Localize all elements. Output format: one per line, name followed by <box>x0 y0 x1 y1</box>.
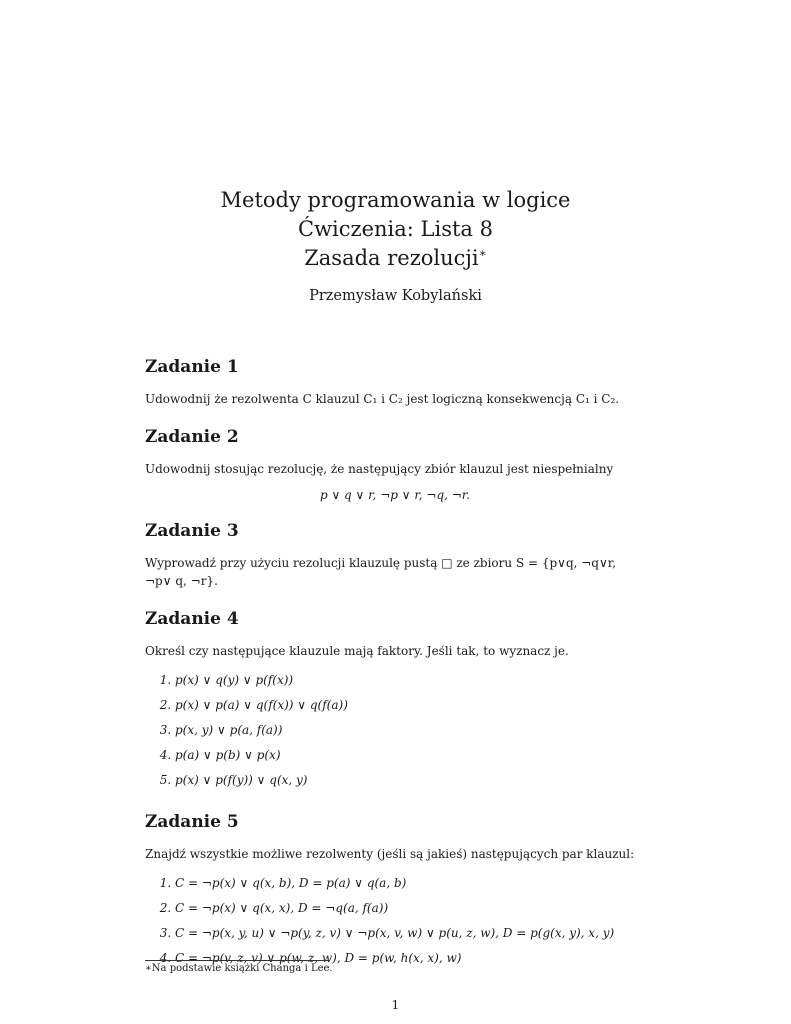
task-heading: Zadanie 3 <box>145 521 239 541</box>
title-line-3-text: Zasada rezolucji <box>304 246 479 270</box>
task-1 <box>145 356 645 408</box>
task-4 <box>145 608 645 793</box>
display-formula: p ∨ q ∨ r, ¬p ∨ r, ¬q, ¬r. <box>319 488 471 502</box>
list-item: 4. C = ¬p(v, z, v) ∨ p(w, z, w), D = p(w, h(x, x), w) <box>175 946 645 971</box>
task-text: Wyprowadź przy użyciu rezolucji klauzulę pustą □ ze zbioru S = {p∨q, ¬q∨r, ¬p∨ q, ¬r}. <box>145 556 617 588</box>
footnote-mark: ∗ <box>478 246 487 260</box>
task-text: Określ czy następujące klauzule mają faktory. Jeśli tak, to wyznacz je. <box>145 644 569 658</box>
task-text: Udowodnij że rezolwenta C klauzul C₁ i C₂ jest logiczną konsekwencją C₁ i C₂. <box>145 392 620 406</box>
title-line-3 <box>0 244 791 273</box>
list-item: 1. C = ¬p(x) ∨ q(x, b), D = p(a) ∨ q(a, b) <box>175 871 645 896</box>
task-heading: Zadanie 2 <box>145 427 239 447</box>
list-item: 1. p(x) ∨ q(y) ∨ p(f(x)) <box>175 668 645 693</box>
task-text: Udowodnij stosując rezolucję, że następujący zbiór klauzul jest niespełnialny <box>145 462 614 476</box>
list-item: 5. p(x) ∨ p(f(y)) ∨ q(x, y) <box>175 768 645 793</box>
task-text: Znajdź wszystkie możliwe rezolwenty (jeśli są jakieś) następujących par klauzul: <box>145 847 635 861</box>
task-5 <box>145 811 645 971</box>
task-heading: Zadanie 5 <box>145 812 239 832</box>
list-item: 3. C = ¬p(x, y, u) ∨ ¬p(y, z, v) ∨ ¬p(x, v, w) ∨ p(u, z, w), D = p(g(x, y), x, y) <box>175 921 645 946</box>
author: Przemysław Kobylański <box>309 288 482 304</box>
title-block <box>0 186 791 273</box>
task-3 <box>145 520 645 590</box>
content <box>145 356 645 989</box>
list-item: 2. C = ¬p(x) ∨ q(x, x), D = ¬q(a, f(a)) <box>175 896 645 921</box>
footnote-divider <box>145 960 330 961</box>
clause-pair-list <box>145 871 645 971</box>
page-number: 1 <box>391 998 400 1012</box>
title-line-1: Metody programowania w logice <box>220 188 571 212</box>
task-heading: Zadanie 4 <box>145 609 239 629</box>
task-2 <box>145 426 645 502</box>
title-line-2: Ćwiczenia: Lista 8 <box>298 217 493 241</box>
list-item: 4. p(a) ∨ p(b) ∨ p(x) <box>175 743 645 768</box>
clause-list <box>145 668 645 793</box>
task-heading: Zadanie 1 <box>145 357 239 377</box>
footnote: ∗Na podstawie książki Changa i Lee. <box>145 963 333 974</box>
list-item: 3. p(x, y) ∨ p(a, f(a)) <box>175 718 645 743</box>
list-item: 2. p(x) ∨ p(a) ∨ q(f(x)) ∨ q(f(a)) <box>175 693 645 718</box>
